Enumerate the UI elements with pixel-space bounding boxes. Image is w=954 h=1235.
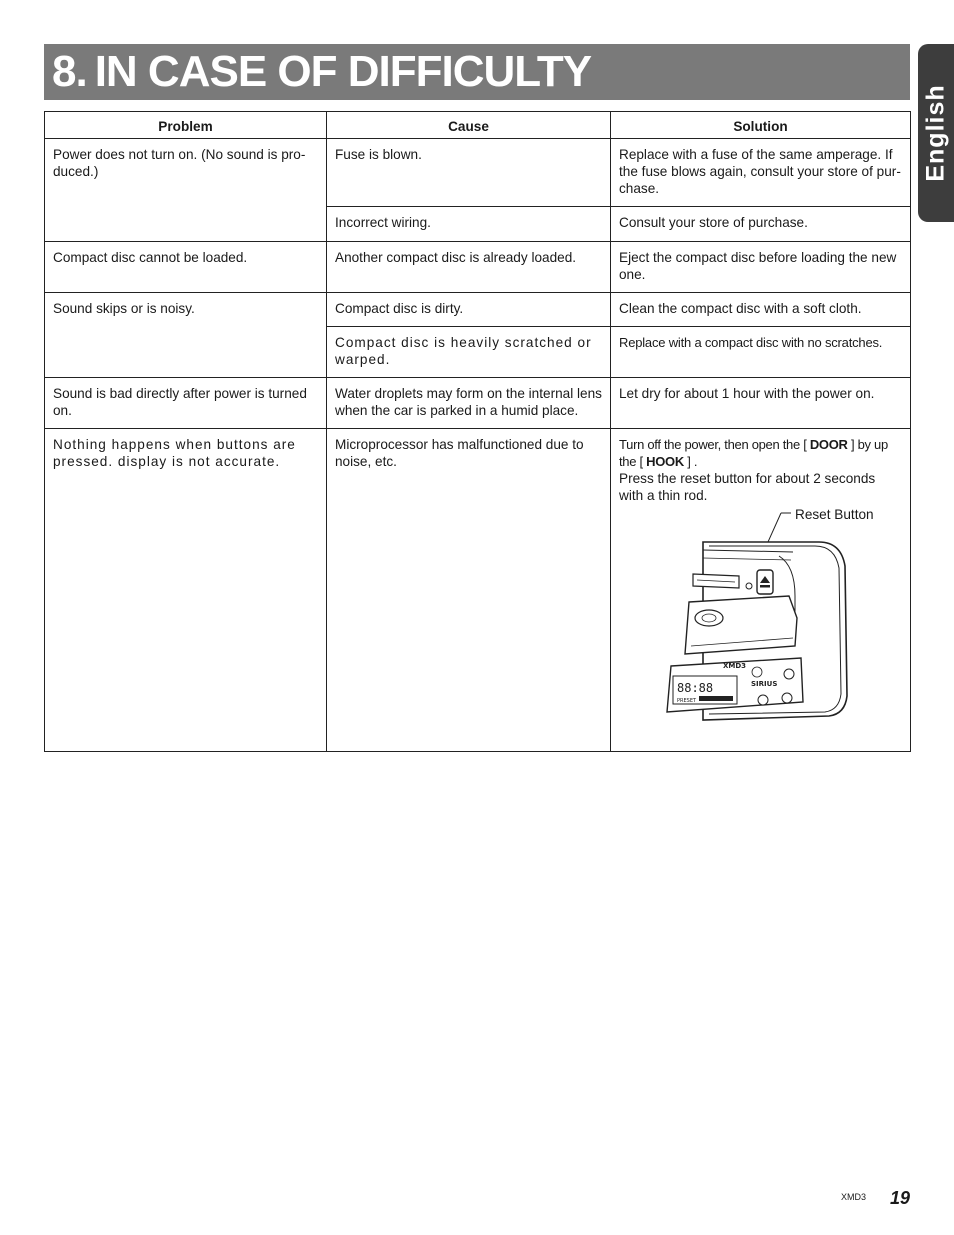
section-number: 8.	[52, 47, 87, 96]
reset-button-label: Reset Button	[795, 507, 874, 522]
reset-hole-icon	[746, 583, 752, 589]
cause-cell: Compact disc is dirty.	[327, 293, 611, 327]
header-solution: Solution	[611, 112, 911, 139]
problem-cell: Sound skips or is noisy.	[45, 293, 327, 378]
brand-logo: SIRIUS	[751, 680, 778, 688]
solution-cell: Let dry for about 1 hour with the power on.	[611, 378, 911, 429]
table-row	[45, 242, 911, 293]
cause-cell: Incorrect wiring.	[327, 207, 611, 242]
solution-cell: Replace with a compact disc with no scratches.	[611, 327, 911, 378]
head-unit-illustration	[619, 506, 903, 736]
section-title: IN CASE OF DIFFICULTY	[94, 47, 592, 96]
door-keyword: DOOR	[809, 437, 848, 452]
language-tab	[918, 44, 954, 222]
solution-cell: Clean the compact disc with a soft cloth.	[611, 293, 911, 327]
header-problem: Problem	[45, 112, 327, 139]
table-row	[45, 429, 911, 752]
cause-cell: Microprocessor has malfunctioned due to noise, etc.	[327, 429, 611, 752]
cause-cell: Fuse is blown.	[327, 139, 611, 207]
reset-diagram	[619, 506, 902, 736]
reset-instruction: Turn off the power, then open the [ DOOR ] by up the [ HOOK ] .	[619, 437, 888, 469]
table-header-row	[45, 112, 911, 139]
problem-cell: Compact disc cannot be loaded.	[45, 242, 327, 293]
reset-press-instruction: Press the reset button for about 2 seconds with a thin rod.	[619, 471, 876, 503]
cause-cell: Another compact disc is already loaded.	[327, 242, 611, 293]
svg-text:PRESET: PRESET	[677, 698, 697, 704]
table-row	[45, 378, 911, 429]
page-number: 19	[890, 1188, 911, 1208]
cause-cell: Compact disc is heavily scratched or warped.	[327, 327, 611, 378]
model-badge: XMD3	[723, 662, 747, 670]
cause-cell: Water droplets may form on the internal lens when the car is parked in a humid place.	[327, 378, 611, 429]
header-cause: Cause	[327, 112, 611, 139]
table-row	[45, 293, 911, 327]
section-title-bar	[44, 44, 910, 100]
troubleshooting-table	[44, 111, 911, 752]
problem-cell: Power does not turn on. (No sound is pro-duced.)	[45, 139, 327, 242]
hook-keyword: HOOK	[646, 454, 684, 469]
footer-model: XMD3	[841, 1192, 867, 1202]
svg-text:88:88: 88:88	[677, 681, 714, 695]
problem-cell: Nothing happens when buttons are pressed. display is not accurate.	[45, 429, 327, 752]
table-row	[45, 139, 911, 207]
solution-cell	[611, 429, 911, 752]
solution-cell: Eject the compact disc before loading the new one.	[611, 242, 911, 293]
problem-cell: Sound is bad directly after power is turned on.	[45, 378, 327, 429]
solution-cell: Consult your store of purchase.	[611, 207, 911, 242]
solution-cell: Replace with a fuse of the same amperage. If the fuse blows again, consult your store of pur-chase.	[611, 139, 911, 207]
language-tab-label: English	[921, 84, 950, 182]
